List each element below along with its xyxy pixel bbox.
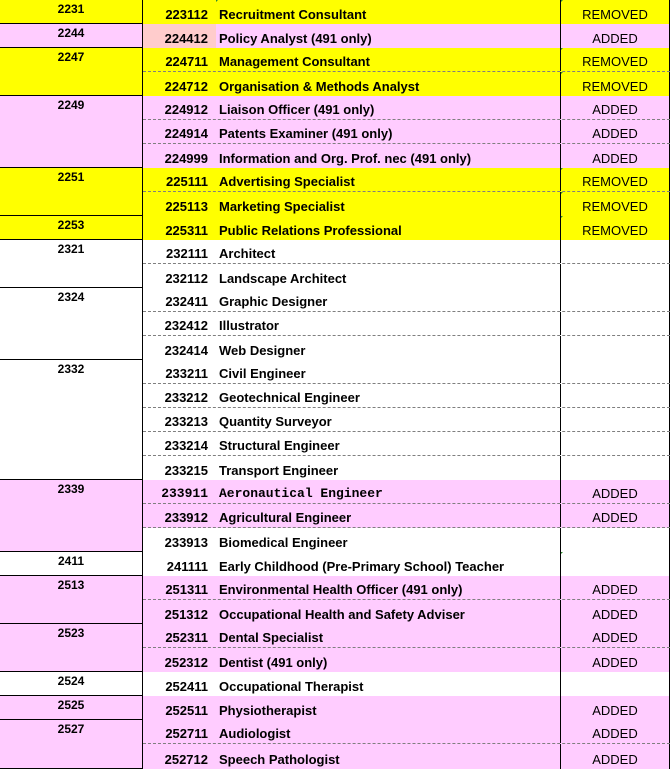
unit-group (0, 24, 670, 48)
occupation-title-text: Early Childhood (Pre-Primary School) Teacher (219, 559, 505, 574)
unit-group (0, 96, 670, 168)
occupation-title-text: Speech Pathologist (219, 752, 340, 767)
occupation-title-text: Illustrator (219, 318, 279, 333)
unit-group (0, 288, 670, 360)
occupation-title-text: Architect (219, 246, 276, 261)
occupation-row (143, 576, 670, 600)
unit-code: 2527 (0, 720, 143, 768)
occupation-code (143, 96, 216, 119)
status-label: ADDED (592, 607, 638, 622)
occupation-title-text: Biomedical Engineer (219, 535, 348, 550)
occupation-row (143, 720, 670, 744)
occupation-title-text: Audiologist (219, 726, 291, 741)
occupation-row (143, 384, 670, 408)
unit-group (0, 0, 670, 24)
unit-code: 2249 (0, 96, 143, 167)
occupation-row (143, 648, 670, 672)
occupation-title-text: Recruitment Consultant (219, 7, 367, 22)
occupation-code-text: 233911 (161, 486, 208, 501)
occupation-code-text: 233211 (165, 366, 208, 381)
occupation-title-text: Occupational Therapist (219, 679, 364, 694)
occupation-title (216, 0, 561, 24)
status-badge (561, 336, 670, 360)
occupation-title (216, 648, 561, 672)
occupation-code-text: 224712 (164, 79, 208, 94)
occupation-title-text: Patents Examiner (491 only) (219, 126, 393, 141)
occupation-title (216, 600, 561, 624)
occupation-title-text: Dental Specialist (219, 630, 324, 645)
occupation-code-text: 232414 (164, 343, 208, 358)
occupation-code (143, 480, 216, 503)
occupation-title (216, 336, 561, 360)
occupation-code-text: 252311 (165, 630, 208, 645)
status-label: ADDED (592, 510, 638, 525)
occupation-code-text: 252511 (165, 703, 208, 718)
occupation-title (216, 480, 561, 503)
occupation-code (143, 312, 216, 335)
occupation-code (143, 120, 216, 143)
status-badge (561, 480, 670, 503)
occupation-row (143, 0, 670, 24)
occupation-code (143, 336, 216, 360)
occupation-code (143, 624, 216, 647)
occupation-row (143, 480, 670, 504)
occupation-row (143, 24, 670, 48)
unit-code: 2247 (0, 48, 143, 95)
occupation-row (143, 552, 670, 576)
status-label: ADDED (592, 486, 638, 501)
occupation-code (143, 72, 216, 96)
occupation-row (143, 168, 670, 192)
occupation-code (143, 216, 216, 240)
unit-group (0, 576, 670, 624)
comment-indicator-icon (561, 192, 564, 195)
comment-indicator-icon (561, 552, 564, 555)
occupation-code-text: 224999 (164, 151, 208, 166)
occupation-row (143, 672, 670, 696)
status-badge (561, 648, 670, 672)
status-badge (561, 600, 670, 624)
status-label: ADDED (592, 31, 638, 46)
occupation-row (143, 504, 670, 528)
occupation-code-text: 233912 (164, 510, 208, 525)
occupation-code-text: 223112 (165, 7, 208, 22)
status-label: REMOVED (582, 174, 648, 189)
occupation-code (143, 408, 216, 431)
occupation-code (143, 240, 216, 263)
occupation-title-text: Management Consultant (219, 54, 370, 69)
occupation-row (143, 120, 670, 144)
status-badge (561, 120, 670, 143)
comment-indicator-icon (561, 168, 564, 171)
occupation-title (216, 384, 561, 407)
occupation-title (216, 432, 561, 455)
occupation-code-text: 233913 (164, 535, 208, 550)
status-badge (561, 24, 670, 48)
occupation-code-text: 233213 (164, 414, 208, 429)
occupation-title (216, 672, 561, 696)
occupation-row (143, 96, 670, 120)
occupation-title-text: Quantity Surveyor (219, 414, 332, 429)
occupation-title-text: Agricultural Engineer (219, 510, 352, 525)
occupation-code (143, 744, 216, 769)
occupation-code-text: 233215 (164, 463, 208, 478)
unit-code: 2411 (0, 552, 143, 575)
occupation-row (143, 528, 670, 552)
occupation-title-text: Dentist (491 only) (219, 655, 328, 670)
occupation-title (216, 408, 561, 431)
occupation-code-text: 232112 (165, 271, 208, 286)
occupation-code (143, 192, 216, 216)
comment-indicator-icon (561, 48, 564, 51)
occupation-code (143, 504, 216, 527)
occupation-row (143, 744, 670, 769)
occupation-code-text: 252711 (165, 726, 208, 741)
occupation-title (216, 264, 561, 288)
occupation-row (143, 312, 670, 336)
status-badge (561, 744, 670, 769)
unit-code: 2525 (0, 696, 143, 719)
unit-group (0, 696, 670, 720)
occupation-title-text: Marketing Specialist (219, 199, 345, 214)
status-label: REMOVED (582, 223, 648, 238)
status-label: REMOVED (582, 7, 648, 22)
status-badge (561, 384, 670, 407)
occupation-row (143, 696, 670, 720)
occupation-code (143, 432, 216, 455)
status-badge (561, 192, 670, 216)
occupation-title (216, 528, 561, 552)
unit-group (0, 480, 670, 552)
occupation-title (216, 120, 561, 143)
occupation-code-text: 252411 (165, 679, 208, 694)
occupation-title-text: Environmental Health Officer (491 only) (219, 582, 463, 597)
occupation-row (143, 192, 670, 216)
occupation-code (143, 456, 216, 480)
occupation-row (143, 72, 670, 96)
occupation-code-text: 225111 (166, 174, 208, 189)
occupation-title (216, 72, 561, 96)
unit-group (0, 720, 670, 769)
occupation-code (143, 288, 216, 311)
status-badge (561, 360, 670, 383)
unit-code: 2251 (0, 168, 143, 215)
occupation-title-text: Liaison Officer (491 only) (219, 102, 375, 117)
unit-group (0, 240, 670, 288)
occupation-title (216, 576, 561, 599)
occupation-title (216, 312, 561, 335)
occupation-row (143, 264, 670, 288)
occupation-title (216, 360, 561, 383)
occupation-title (216, 720, 561, 743)
occupation-title-text: Public Relations Professional (219, 223, 402, 238)
occupation-code-text: 225311 (165, 223, 208, 238)
status-badge (561, 168, 670, 191)
occupation-code (143, 648, 216, 672)
status-label: ADDED (592, 752, 638, 767)
status-label: REMOVED (582, 54, 648, 69)
occupation-code (143, 360, 216, 383)
occupation-code-text: 251312 (164, 607, 208, 622)
occupation-row (143, 144, 670, 168)
comment-indicator-icon (561, 72, 564, 75)
status-badge (561, 312, 670, 335)
status-badge (561, 552, 670, 576)
occupation-title (216, 696, 561, 720)
status-badge (561, 216, 670, 240)
unit-code: 2231 (0, 0, 143, 23)
occupation-code (143, 0, 216, 24)
status-badge (561, 456, 670, 480)
status-badge (561, 408, 670, 431)
occupation-title-text: Occupational Health and Safety Adviser (219, 607, 465, 622)
occupation-row (143, 48, 670, 72)
occupation-title (216, 456, 561, 480)
occupation-code (143, 144, 216, 168)
status-badge (561, 288, 670, 311)
occupation-code-text: 224914 (164, 126, 208, 141)
status-badge (561, 0, 670, 24)
occupation-code-text: 224412 (164, 31, 208, 46)
unit-code: 2253 (0, 216, 143, 239)
unit-code: 2324 (0, 288, 143, 359)
unit-group (0, 672, 670, 696)
status-badge (561, 696, 670, 720)
status-badge (561, 672, 670, 696)
occupation-title-text: Geotechnical Engineer (219, 390, 360, 405)
occupation-code (143, 384, 216, 407)
unit-code: 2321 (0, 240, 143, 287)
comment-indicator-icon (216, 0, 219, 3)
occupation-code (143, 696, 216, 720)
status-badge (561, 432, 670, 455)
occupation-code-text: 224912 (164, 102, 208, 117)
occupation-title (216, 192, 561, 216)
occupation-title-text: Aeronautical Engineer (219, 486, 383, 501)
comment-indicator-icon (561, 216, 564, 219)
occupation-title (216, 96, 561, 119)
occupation-title (216, 24, 561, 48)
unit-code: 2244 (0, 24, 143, 47)
unit-group (0, 360, 670, 480)
occupation-row (143, 288, 670, 312)
unit-code: 2339 (0, 480, 143, 551)
occupation-row (143, 432, 670, 456)
occupation-code-text: 232111 (166, 246, 208, 261)
occupation-code (143, 720, 216, 743)
unit-code: 2523 (0, 624, 143, 671)
occupation-title-text: Information and Org. Prof. nec (491 only) (219, 151, 472, 166)
occupation-code-text: 252712 (164, 752, 208, 767)
status-badge (561, 72, 670, 96)
occupation-code-text: 225113 (165, 199, 208, 214)
status-label: ADDED (592, 582, 638, 597)
occupation-title-text: Transport Engineer (219, 463, 339, 478)
occupation-title-text: Landscape Architect (219, 271, 347, 286)
occupation-title (216, 504, 561, 527)
unit-group (0, 624, 670, 672)
occupation-code (143, 672, 216, 696)
status-badge (561, 504, 670, 527)
occupation-title-text: Civil Engineer (219, 366, 306, 381)
occupation-code-text: 233212 (164, 390, 208, 405)
occupation-code-text: 252312 (164, 655, 208, 670)
occupation-title-text: Structural Engineer (219, 438, 340, 453)
occupation-title (216, 744, 561, 769)
comment-indicator-icon (561, 0, 564, 3)
status-label: ADDED (592, 703, 638, 718)
occupation-row (143, 216, 670, 240)
occupation-title (216, 168, 561, 191)
occupation-title (216, 216, 561, 240)
occupation-title-text: Web Designer (219, 343, 306, 358)
unit-code: 2513 (0, 576, 143, 623)
unit-group (0, 168, 670, 216)
occupation-title (216, 624, 561, 647)
occupation-row (143, 336, 670, 360)
status-badge (561, 528, 670, 552)
status-badge (561, 240, 670, 263)
occupation-title (216, 288, 561, 311)
occupation-code-text: 251311 (165, 582, 208, 597)
occupation-code-text: 224711 (165, 54, 208, 69)
occupation-code-text: 233214 (164, 438, 208, 453)
occupation-row (143, 624, 670, 648)
status-label: ADDED (592, 726, 638, 741)
occupation-code (143, 264, 216, 288)
status-badge (561, 624, 670, 647)
unit-group (0, 216, 670, 240)
status-label: ADDED (592, 630, 638, 645)
occupation-title-text: Graphic Designer (219, 294, 328, 309)
occupation-code (143, 552, 216, 576)
occupation-title-text: Physiotherapist (219, 703, 317, 718)
occupation-row (143, 408, 670, 432)
occupation-title-text: Organisation & Methods Analyst (219, 79, 420, 94)
occupation-code-text: 232411 (165, 294, 208, 309)
status-label: ADDED (592, 102, 638, 117)
occupation-code (143, 576, 216, 599)
occupation-title-text: Policy Analyst (491 only) (219, 31, 372, 46)
status-badge (561, 264, 670, 288)
unit-group (0, 48, 670, 96)
occupation-title (216, 48, 561, 71)
occupation-code (143, 48, 216, 71)
occupation-code (143, 168, 216, 191)
status-badge (561, 96, 670, 119)
occupation-code-text: 241111 (166, 559, 208, 574)
status-badge (561, 144, 670, 168)
occupation-code-text: 232412 (164, 318, 208, 333)
status-label: ADDED (592, 655, 638, 670)
status-badge (561, 48, 670, 71)
occupation-row (143, 600, 670, 624)
status-label: REMOVED (582, 199, 648, 214)
status-label: REMOVED (582, 79, 648, 94)
unit-code: 2332 (0, 360, 143, 479)
occupation-code (143, 528, 216, 552)
occupation-title (216, 144, 561, 168)
occupation-title-text: Advertising Specialist (219, 174, 355, 189)
status-label: ADDED (592, 126, 638, 141)
status-badge (561, 720, 670, 743)
occupation-title (216, 240, 561, 263)
occupation-title (216, 552, 561, 576)
occupation-code (143, 24, 216, 48)
status-label: ADDED (592, 151, 638, 166)
occupation-row (143, 456, 670, 480)
occupation-code (143, 600, 216, 624)
occupation-row (143, 360, 670, 384)
occupation-row (143, 240, 670, 264)
unit-group (0, 552, 670, 576)
unit-code: 2524 (0, 672, 143, 695)
status-badge (561, 576, 670, 599)
